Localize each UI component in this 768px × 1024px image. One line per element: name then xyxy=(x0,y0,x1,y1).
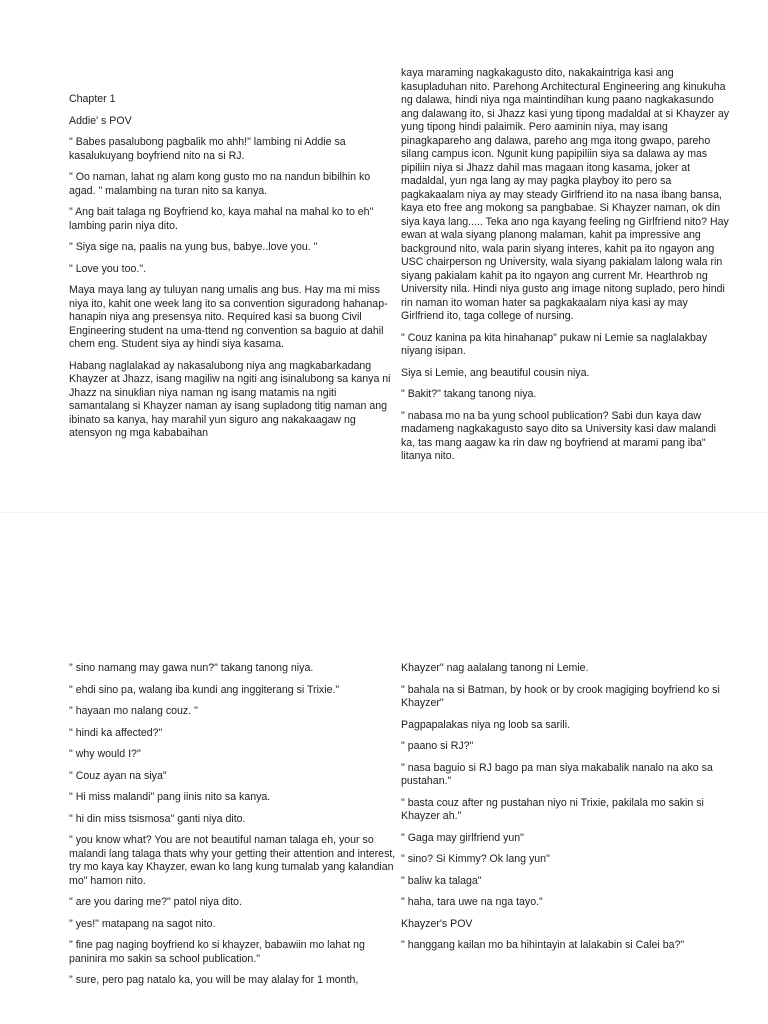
paragraph: " sino? Si Kimmy? Ok lang yun" xyxy=(401,853,550,865)
paragraph: kaya maraming nagkakagusto dito, nakakaintriga kasi ang kasupladuhan nito. Parehong Architectural Engineering ang kinukuha ng dalawa, hindi niya nga maintindihan kung paano nagkakasundo ang dalawang ito, si Jhazz kasi yung tipong madaldal at si Khayzer ay yung tipong hindi palaimik. Pero aaminin niya, may isang pinagkapareho ang dalawa, pareho ang mga itong gwapo, pareho silang campus icon. Ngunit kung papipiliin siya sa dalawa ay mas pipiliin niya si Jhazz dahil mas magaan itong kasama, joker at madaldal, yun nga lang ay may pagka playboy ito pero sa pagkakaalam niya ay may steady Girlfriend ito na nasa ibang bansa, kaya eto free ang mokong sa pangbabae. Si Khayzer naman, ok din siya kaya lang..... Teka ano nga kayang feeling ng Girlfriend nito? Hay ewan at wala siyang planong malaman, kahit pa impressive ang background nito, wala parin siyang interes, kahit pa ito ngayon ang USC chairperson ng University, wala siyang pakialam lalong wala rin siyang pakialam kahit pa ito ngayon ang current Mr. Hearthrob ng University nila. Hindi niya gusto ang image nitong suplado, pero hindi rin naman ito woman hater sa pagkakaalam niya kasi ay may Girlfriend ito, taga college of nursing. xyxy=(401,67,732,322)
paragraph: " nabasa mo na ba yung school publication? Sabi dun kaya daw madameng nagkakagusto sayo dito sa University kasi daw malandi ka, tas mang aagaw ka rin daw ng boyfriend at marami pang iba" litanya nito. xyxy=(401,409,719,462)
paragraph: " hayaan mo nalang couz. " xyxy=(69,705,198,717)
paragraph: " Siya sige na, paalis na yung bus, babye..love you. " xyxy=(69,241,318,253)
paragraph: " bahala na si Batman, by hook or by crook magiging boyfriend ko si Khayzer" xyxy=(401,683,723,709)
paragraph: Khayzer" nag aalalang tanong ni Lemie. xyxy=(401,662,589,674)
paragraph: " ehdi sino pa, walang iba kundi ang inggiterang si Trixie." xyxy=(69,683,340,696)
paragraph: " Oo naman, lahat ng alam kong gusto mo na nandun bibilhin ko agad. " malambing na turan nito sa kanya. xyxy=(69,171,374,197)
paragraph: " hindi ka affected?" xyxy=(69,726,163,739)
paragraph: " Love you too.". xyxy=(69,262,147,275)
paragraph: " Ang bait talaga ng Boyfriend ko, kaya mahal na mahal ko to eh" lambing parin niya dito. xyxy=(69,206,377,232)
pov-heading: Addie' s POV xyxy=(69,114,132,127)
paragraph: " Babes pasalubong pagbalik mo ahh!" lambing ni Addie sa kasalukuyang boyfriend nito na si RJ. xyxy=(69,136,349,162)
pov-heading: Khayzer's POV xyxy=(401,917,473,930)
chapter-heading: Chapter 1 xyxy=(69,93,116,105)
page-1-column-left xyxy=(69,93,399,449)
paragraph: Siya si Lemie, ang beautiful cousin niya. xyxy=(401,366,590,379)
paragraph: " hi din miss tsismosa" ganti niya dito. xyxy=(69,812,246,825)
paragraph: " fine pag naging boyfriend ko si khayzer, babawiin mo lahat ng paninira mo sakin sa school publication." xyxy=(69,939,368,965)
paragraph: " Gaga may girlfriend yun" xyxy=(401,831,524,844)
paragraph: " basta couz after ng pustahan niyo ni Trixie, pakilala mo sakin si Khayzer ah." xyxy=(401,796,707,822)
paragraph: " nasa baguio si RJ bago pa man siya makabalik nanalo na ako sa pustahan." xyxy=(401,761,716,787)
paragraph: Pagpapalakas niya ng loob sa sarili. xyxy=(401,718,571,731)
paragraph: " Hi miss malandi" pang iinis nito sa kanya. xyxy=(69,791,271,803)
paragraph: " hanggang kailan mo ba hihintayin at lalakabin si Calei ba?" xyxy=(401,939,685,951)
paragraph: " are you daring me?" patol niya dito. xyxy=(69,896,243,908)
paragraph: " Couz ayan na siya" xyxy=(69,769,167,782)
paragraph: " you know what? You are not beautiful naman talaga eh, your so malandi lang talaga thats why your getting their attention and interest, try mo kaya kay Khayzer, ewan ko lang kung tumalab yang kalandian mo" hamon nito. xyxy=(69,834,399,887)
page-2-column-left xyxy=(69,662,399,996)
page-2 xyxy=(0,512,768,1024)
page-1-column-right xyxy=(401,67,731,472)
paragraph: " haha, tara uwe na nga tayo." xyxy=(401,896,543,908)
paragraph: " baliw ka talaga" xyxy=(401,874,482,887)
paragraph: Maya maya lang ay tuluyan nang umalis ang bus. Hay ma mi miss niya ito, kahit one week lang ito sa convention siguradong hahanap- hanapin niya ang presensya nito. Required kasi sa buong Civil Engineering student na uma-ttend ng convention sa baguio at dahil chem eng. Student siya ay hindi siya kasama. xyxy=(69,284,391,350)
paragraph: " Bakit?" takang tanong niya. xyxy=(401,388,537,400)
paragraph: " sino namang may gawa nun?" takang tanong niya. xyxy=(69,662,314,674)
paragraph: Habang naglalakad ay nakasalubong niya ang magkabarkadang Khayzer at Jhazz, isang magiliw na ngiti ang isinalubong sa kanya ni Jhazz na sinuklian niya naman ng isang matamis na ngiti samantalang si Khayzer naman ay isang supladong titig naman ang ibinato sa kanya, hay marahil yun siguro ang nakakaagaw ng atensyon ng mga kababaihan xyxy=(69,359,394,439)
paragraph: " yes!" matapang na sagot nito. xyxy=(69,917,216,930)
paragraph: " Couz kanina pa kita hinahanap" pukaw ni Lemie sa naglalakbay niyang isipan. xyxy=(401,331,711,357)
paragraph: " why would I?" xyxy=(69,748,141,760)
paragraph: " sure, pero pag natalo ka, you will be may alalay for 1 month, xyxy=(69,974,359,986)
paragraph: " paano si RJ?" xyxy=(401,740,474,752)
page-2-column-right xyxy=(401,662,731,961)
